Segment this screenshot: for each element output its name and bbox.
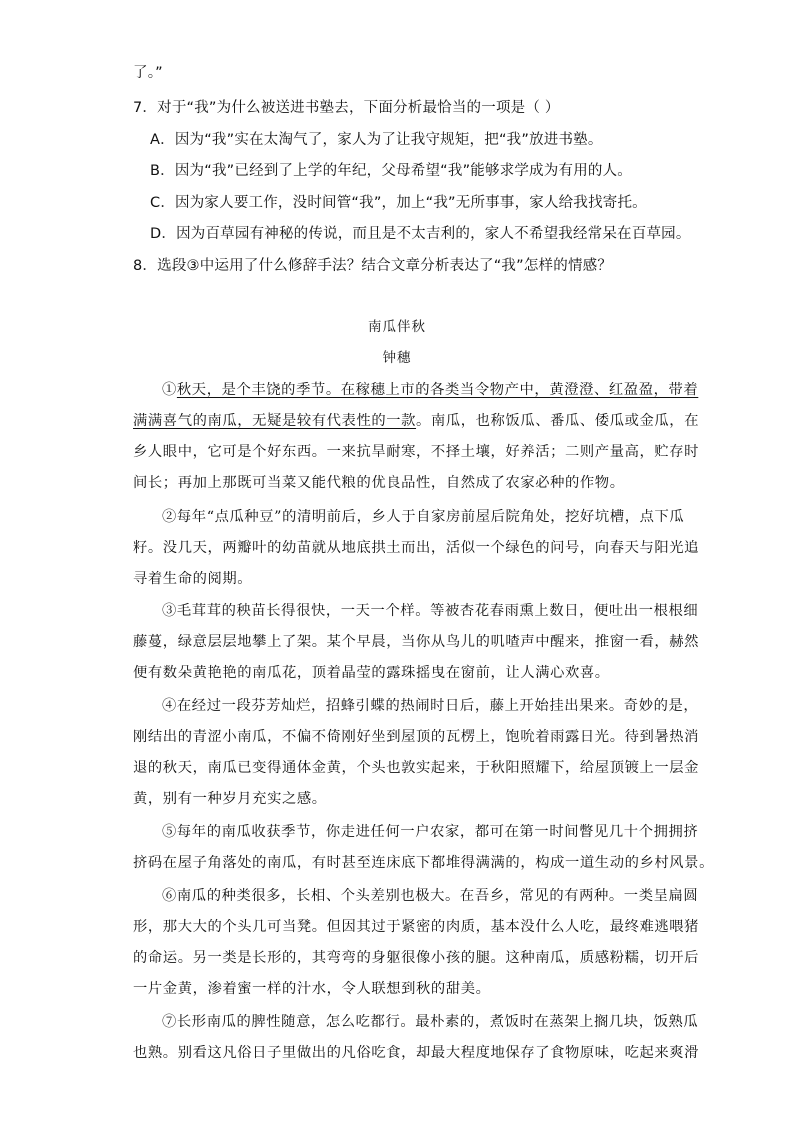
article-p4-line2: 刚结出的青涩小南瓜，不偏不倚刚好坐到屋顶的瓦楞上，饱吮着雨露日光。待到暑热消 xyxy=(133,729,700,745)
previous-text-end: 了。” xyxy=(133,65,163,81)
article-p6-line3: 的命运。另一类是长形的，其弯弯的身躯很像小孩的腿。这种南瓜，质感粉糯，切开后 xyxy=(133,950,700,966)
article-p1-line1 xyxy=(162,380,698,400)
article-title: 南瓜伴秋 xyxy=(368,319,426,335)
question-7-option-a: A．因为“我”实在太淘气了，家人为了让我守规矩，把“我”放进书塾。 xyxy=(150,132,603,148)
p1-line2-rest: 。南瓜，也称饭瓜、番瓜、倭瓜或金瓜，在 xyxy=(416,413,700,429)
p1-marker: ① xyxy=(162,382,177,398)
question-7-option-b: B．因为“我”已经到了上学的年纪，父母希望“我”能够求学成为有用的人。 xyxy=(150,163,632,179)
article-author: 钟穗 xyxy=(382,350,412,366)
article-p2-line3: 寻着生命的阅期。 xyxy=(133,571,253,587)
article-p1-line4: 间长；再加上那既可当菜又能代粮的优良品性，自然成了农家必种的作物。 xyxy=(133,475,625,491)
article-p4-line1: ④在经过一段芬芳灿烂，招蜂引蝶的热闹时日后，藤上开始挂出果来。奇妙的是， xyxy=(162,698,699,714)
p1-underlined-sentence-part2: 满满喜气的南瓜，无疑是较有代表性的一款 xyxy=(133,413,417,429)
question-8-stem: 8．选段③中运用了什么修辞手法？结合文章分析表达了“我”怎样的情感？ xyxy=(133,258,613,274)
article-p7-line2: 也熟。别看这凡俗日子里做出的凡俗吃食，却最大程度地保存了食物原味，吃起来爽滑 xyxy=(133,1045,700,1061)
article-p1-line3: 乡人眼中，它可是个好东西。一来抗旱耐寒，不择土壤，好养活；二则产量高，贮存时 xyxy=(133,444,700,460)
question-7-option-c: C．因为家人要工作，没时间管“我”，加上“我”无所事事，家人给我找寄托。 xyxy=(150,195,647,211)
question-7-option-d: D．因为百草园有神秘的传说，而且是不太吉利的，家人不希望我经常呆在百草园。 xyxy=(150,226,691,242)
article-p3-line2: 藤蔓，绿意层层地攀上了架。某个早晨，当你从鸟儿的叽喳声中醒来，推窗一看，赫然 xyxy=(133,634,700,650)
article-p7-line1: ⑦长形南瓜的脾性随意，怎么吃都行。最朴素的，煮饭时在蒸架上搁几块，饭熟瓜 xyxy=(162,1014,699,1030)
article-p4-line3: 退的秋天，南瓜已变得通体金黄，个头也敦实起来，于秋阳照耀下，给屋顶镀上一层金 xyxy=(133,760,700,776)
article-p5-line2: 挤码在屋子角落处的南瓜，有时甚至连床底下都堆得满满的，构成一道生动的乡村风景。 xyxy=(133,855,714,871)
article-p2-line1: ②每年“点瓜种豆”的清明前后，乡人于自家房前屋后院角处，挖好坑槽，点下瓜 xyxy=(162,509,685,525)
article-p5-line1: ⑤每年的南瓜收获季节，你走进任何一户农家，都可在第一时间瞥见几十个拥拥挤 xyxy=(162,824,699,840)
article-p1-line2 xyxy=(133,411,699,431)
article-p6-line2: 形，那大大的个头几可当凳。但因其过于紧密的肉质，基本没什么人吃，最终难逃喂猪 xyxy=(133,919,700,935)
article-p3-line3: 便有数朵黄艳艳的南瓜花，顶着晶莹的露珠摇曳在窗前，让人满心欢喜。 xyxy=(133,665,610,681)
article-p6-line4: 一片金黄，渗着蜜一样的汁水，令人联想到秋的甜美。 xyxy=(133,981,491,997)
article-p6-line1: ⑥南瓜的种类很多，长相、个头差别也极大。在吾乡，常见的有两种。一类呈扁圆 xyxy=(162,888,699,904)
article-p4-line4: 黄，别有一种岁月充实之感。 xyxy=(133,791,327,807)
question-7-stem: 7．对于“我”为什么被送进书塾去，下面分析最恰当的一项是（ ） xyxy=(133,100,560,116)
p1-underlined-sentence-part1: 秋天，是个丰饶的季节。在稼穗上市的各类当令物产中，黄澄澄、红盈盈，带着 xyxy=(176,382,699,398)
article-p3-line1: ③毛茸茸的秧苗长得很快，一天一个样。等被杏花春雨熏上数日，便吐出一根根细 xyxy=(162,603,699,619)
article-p2-line2: 籽。没几天，两瓣叶的幼苗就从地底拱土而出，活似一个绿色的问号，向春天与阳光追 xyxy=(133,540,700,556)
